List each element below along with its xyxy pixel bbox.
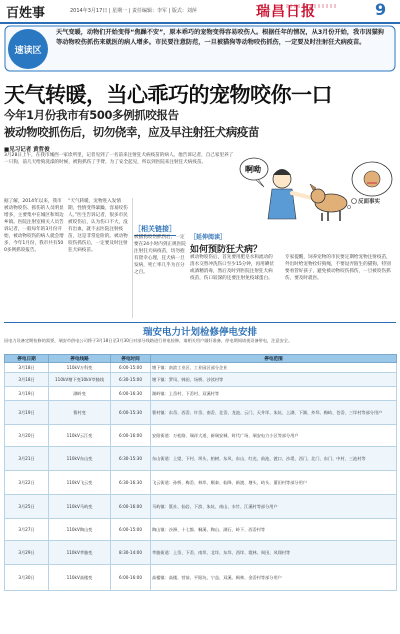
outage-date: 3月18日 — [5, 363, 49, 373]
column-header: 停电日期 — [5, 355, 49, 363]
extended-reading-column-2: 专家提醒，饲养宠物的市民要定期给宠物注射疫苗，外出时给宠物拴好狗绳，不要逗弄陌生的猫狗，特别要看管好孩子，避免被动物咬伤抓伤，一旦被咬伤抓伤，要及时就医。 — [285, 255, 391, 281]
outage-time: 8:30-14:00 — [111, 541, 151, 565]
cartoon-speech-text: 啊呦 — [245, 165, 261, 174]
table-header-row — [5, 355, 397, 363]
table-row — [5, 373, 397, 387]
outage-area: 马屿镇：篁社、仙岩、下滨、朱坑、南山、水竹、江溪村等部分用户 — [151, 495, 397, 519]
outage-date: 3月19日 — [5, 401, 49, 425]
outage-line: 110kV马屿变 — [49, 495, 111, 519]
outage-area: 陶山镇：沙洲、十七都、桐溪、陶山、湖石、岭下、西岙村等 — [151, 519, 397, 541]
column-header: 停电范围 — [151, 355, 397, 363]
outage-date: 3月20日 — [5, 425, 49, 447]
outage-line: 湖岭变 — [49, 387, 111, 401]
related-link-text: 被猫狗咬伤抓伤后，一定要在24小时内到正规医院注射狂犬病疫苗，切勿抱有侥幸心理，狂犬病一旦发病，死亡率几乎为百分之百。 — [134, 235, 186, 275]
sub-headline-1: 今年1月份我市有500多例抓咬报告 — [4, 108, 179, 122]
outage-area: 塘下镇：南滨工业区、工业园区部分企业 — [151, 363, 397, 373]
extended-reading-tag: ［延伸阅读］ — [190, 234, 227, 241]
related-link-title: ［相关链接］ — [134, 224, 176, 236]
outage-line: 110kV塘下变10kV莘塍线 — [49, 373, 111, 387]
outage-line: 110kV莘塍变 — [49, 541, 111, 565]
extended-reading-title: 如何预防狂犬病？ — [190, 245, 263, 255]
outage-time: 6:00-16:30 — [111, 387, 151, 401]
cartoon-caption: 反面事实 — [358, 199, 381, 205]
outage-line: 110kV陶山变 — [49, 519, 111, 541]
table-row — [5, 495, 397, 519]
sub-headline-2: 被动物咬抓伤后，切勿侥幸，应及早注射狂犬病疫苗 — [4, 125, 260, 139]
outage-time: 6:00-15:00 — [111, 363, 151, 373]
quick-read-badge: 速读区 — [8, 29, 48, 69]
outage-date: 3月18日 — [5, 373, 49, 387]
table-row — [5, 565, 397, 591]
outage-date: 3月21日 — [5, 447, 49, 471]
outage-date: 3月25日 — [5, 495, 49, 519]
outage-line: 110kV东山变 — [49, 447, 111, 471]
outage-time: 6:00-16:00 — [111, 425, 151, 447]
quick-read-text: 天气变暖，动物们开始变得“焦躁不安”，原本乖巧的宠物变得容易咬伤人。根据任年的情况，从3月份开始，我市因猫狗等动物咬伤抓伤来就医的病人增多。市民要注意防范，一旦被猫狗等动物咬伤抓伤，一定要及时注射狂犬病疫苗。 — [56, 29, 384, 46]
outage-time: 6:00-16:00 — [111, 565, 151, 591]
outage-area: 湖岭镇：上岙村、下岙村、双溪村等 — [151, 387, 397, 401]
column-header: 停电时间 — [111, 355, 151, 363]
table-row — [5, 541, 397, 565]
page-number: 9 — [375, 0, 387, 19]
dog-bite-cartoon — [236, 153, 396, 225]
main-headline: 天气转暖，当心乖巧的宠物咬你一口 — [4, 83, 332, 107]
outage-line: 110kV高楼变 — [49, 565, 111, 591]
outage-area: 曹村镇：东岙、西岙、许岙、南岙、北岙、龙池、云门、天井垟、朱坑、上湖、下湖、外垟、梅屿、苍岙、三垟村等部分用户 — [151, 401, 397, 425]
outage-area: 莘塍街道：上岙、下岙、南垟、北垟、东垟、西垟、霞林、周田、凤翔村等 — [151, 541, 397, 565]
outage-area: 安阳街道：万松路、瑞祥大道、新瑞安城、时代广场、瑞安电力小区等部分用户 — [151, 425, 397, 447]
article-paragraph: 3月28日上午，在我市城西一家诊所里，记者见到了一名前来注射狂犬病疫苗的病人。他告诉记者，自己家里养了一只狗，前几天给狗洗澡的时候，被狗抓伤了手臂，为了安全起见，所以到医院来注射狂犬病疫苗。 — [4, 153, 234, 165]
quick-read-box — [4, 25, 396, 72]
outage-date: 3月27日 — [5, 519, 49, 541]
outage-area: 高楼镇：高楼、营前、平阳坑、宁益、双溪、枫林、金岙村等部分用户 — [151, 565, 397, 591]
byline: ■见习记者 黄哲俊 — [4, 147, 50, 153]
extended-reading-column-1: 被动物咬伤后，首先要用肥皂水和流动的清水交替冲洗伤口至少15分钟，再用碘伏或酒精消毒，然后及时到医院注射狂犬病疫苗，伤口较深的还要注射免疫球蛋白。 — [190, 255, 274, 281]
outage-time: 6:00-15:00 — [111, 519, 151, 541]
outage-date: 3月30日 — [5, 565, 49, 591]
section-title: 百姓事 — [6, 6, 46, 21]
table-row — [5, 387, 397, 401]
article-column-1: 据了解，2014年以来，我市被动物咬伤、抓伤的人员明显增多，主要集中在城区和周边乡镇。医院注射室相关人员告诉记者，一般每年的3月份开始，被动物咬伤的病人就会增多，今年1月份，我市共有500多例抓咬报告。 — [4, 199, 64, 253]
issue-meta: 2014年3月17日 | 星期一 | 责任编辑：李军 | 版式：刘萍 — [70, 8, 197, 14]
outage-date: 3月29日 — [5, 541, 49, 565]
column-header: 停电线路 — [49, 355, 111, 363]
power-outage-schedule — [4, 322, 396, 634]
outage-line: 110kV云江变 — [49, 425, 111, 447]
outage-time: 6:30-15:00 — [111, 373, 151, 387]
schedule-title: 瑞安电力计划检修停电安排 — [142, 327, 257, 338]
schedule-table — [4, 354, 397, 591]
column-divider — [132, 198, 133, 318]
outage-line: 110kV飞云变 — [49, 471, 111, 495]
outage-line: 110kV万科变 — [49, 363, 111, 373]
schedule-rows — [5, 363, 397, 591]
outage-area: 塘下镇：罗凤、韩田、场桥、沙渎村等 — [151, 373, 397, 387]
table-row — [5, 425, 397, 447]
newspaper-logo: 瑞昌日报 — [256, 4, 316, 20]
article-column-2: “天气转暖，宠物进入发情期，性情变得暴躁，容易咬伤人。”医生告诉记者，很多市民被咬伤后，认为伤口不大，没有出血，就不去医院注射疫苗，这是非常危险的。被动物咬伤抓伤后，一定要及时注射狂犬病疫苗。 — [68, 199, 128, 253]
table-row — [5, 363, 397, 373]
table-row — [5, 447, 397, 471]
outage-line: 曹村变 — [49, 401, 111, 425]
table-row — [5, 471, 397, 495]
table-row — [5, 519, 397, 541]
outage-time: 6:30-16:30 — [111, 471, 151, 495]
page-header — [0, 0, 400, 24]
outage-area: 东山街道：上望、下村、坝头、柏树、东风、东山、红光、前池、渡口、沙堤、西门、北门、东门、中村、三池村等 — [151, 447, 397, 471]
outage-time: 6:00-16:00 — [111, 495, 151, 519]
outage-time: 6:30-15:30 — [111, 447, 151, 471]
table-row — [5, 401, 397, 425]
outage-area: 飞云街道：孙桥、梅岙、林垟、顺泰、仙降、新渡、塘头、屿头、董田村等部分用户 — [151, 471, 397, 495]
outage-time: 6:00-15:30 — [111, 401, 151, 425]
outage-date: 3月22日 — [5, 471, 49, 495]
outage-date: 3月19日 — [5, 387, 49, 401]
schedule-intro: 因电力设备定期检修的需要，瑞安市供电公司将于3月18日至3月30日对部分线路进行停电检修，请相关用户做好准备，停电期间请视设备带电，注意安全。 — [4, 338, 293, 343]
